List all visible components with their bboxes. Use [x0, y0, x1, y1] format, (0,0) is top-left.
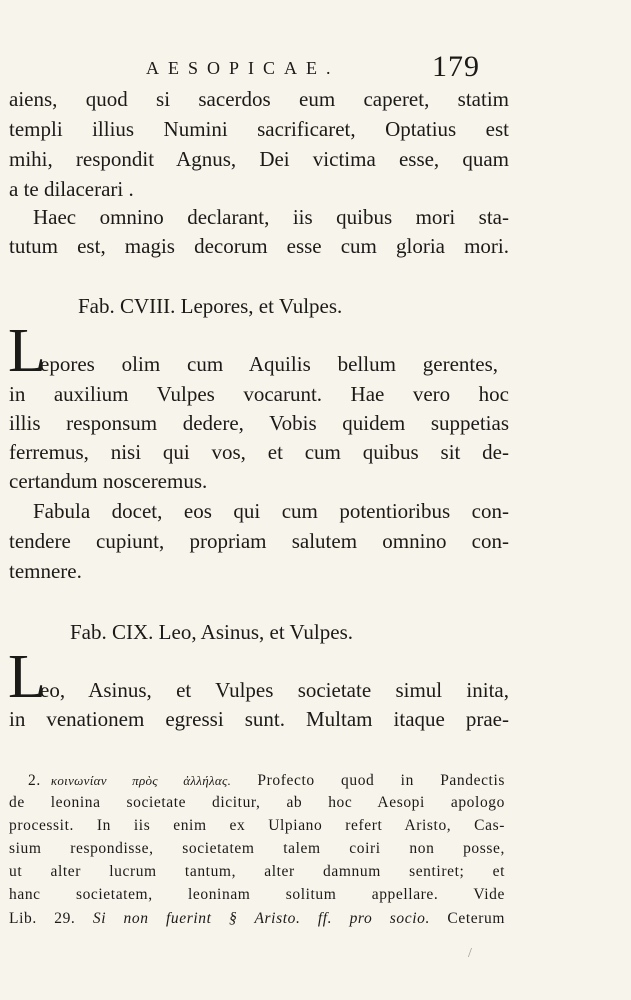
text-line: in auxilium Vulpes vocarunt. Hae vero hoc	[9, 382, 509, 406]
page-number: 179	[432, 50, 480, 83]
footnote-ref-book: Lib. 29.	[9, 910, 76, 927]
moral-line: Fabula docet, eos qui cum potentioribus con-	[33, 499, 509, 523]
footnote-line	[9, 908, 505, 931]
running-head	[0, 50, 631, 90]
footnote-line: de leonina societate dicitur, ab hoc Aesopi apologo	[9, 794, 505, 811]
footnote-catchword: Ceterum	[447, 910, 505, 927]
footnote-number: 2.	[28, 772, 41, 789]
text-line: certandum nosceremus.	[9, 469, 208, 493]
moral-line: tendere cupiunt, propriam salutem omnino con-	[9, 529, 509, 553]
moral-line: tutum est, magis decorum esse cum gloria mori.	[9, 234, 509, 258]
drop-cap: L	[8, 317, 46, 385]
footnote-greek: κοινωνίαν πρὸς ἀλλήλας.	[50, 773, 232, 788]
footnote-line: sium respondisse, societatem talem coiri non posse,	[9, 840, 505, 857]
moral-line: temnere.	[9, 559, 82, 583]
text-line: aiens, quod si sacerdos eum caperet, statim	[9, 87, 509, 111]
text-line: eo, Asinus, et Vulpes societate simul inita,	[40, 678, 509, 702]
footnote-line: ut alter lucrum tantum, alter damnum sentiret; et	[9, 863, 505, 880]
text-line: illis responsum dedere, Vobis quidem suppetias	[9, 411, 509, 435]
footnote-ref-citation: Si non fuerint § Aristo. ff. pro socio.	[92, 910, 430, 927]
moral-line: Haec omnino declarant, iis quibus mori sta-	[33, 205, 509, 229]
footnote-line: processit. In iis enim ex Ulpiano refert Aristo, Cas-	[9, 817, 505, 834]
text-line: a te dilacerari .	[9, 177, 134, 201]
running-title: AESOPICAE.	[146, 58, 340, 78]
footnote-line: hanc societatem, leoninam solitum appellare. Vide	[9, 886, 505, 903]
text-line: ferremus, nisi qui vos, et cum quibus sit de-	[9, 440, 509, 464]
text-line: epores olim cum Aquilis bellum gerentes,	[40, 352, 498, 376]
signature-mark: /	[468, 946, 472, 961]
text-line: in venationem egressi sunt. Multam itaque prae-	[9, 707, 509, 731]
text-line: mihi, respondit Agnus, Dei victima esse, quam	[9, 147, 509, 171]
footnote-text: Profecto quod in Pandectis	[257, 772, 505, 789]
drop-cap: L	[8, 643, 46, 711]
fable-heading: Fab. CVIII. Lepores, et Vulpes.	[78, 294, 343, 318]
footnote-line	[28, 770, 505, 793]
fable-heading: Fab. CIX. Leo, Asinus, et Vulpes.	[70, 620, 354, 644]
text-line: templi illius Numini sacrificaret, Optatius est	[9, 117, 509, 141]
